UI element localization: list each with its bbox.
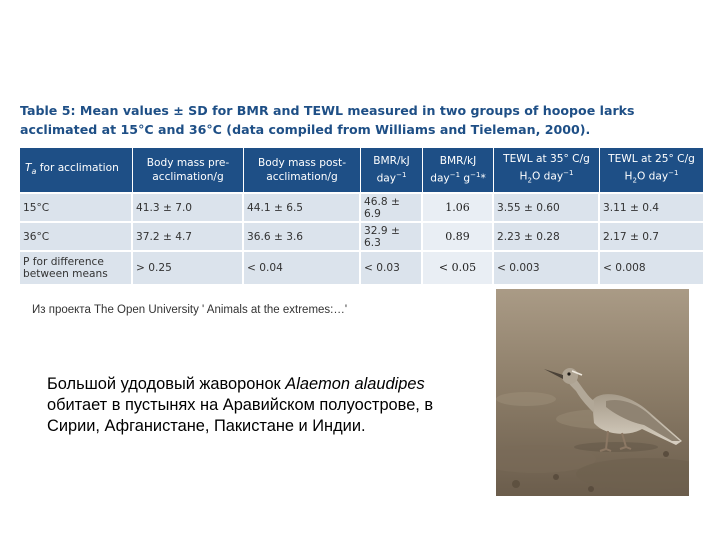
cell-mass-post: < 0.04	[244, 250, 361, 284]
species-description: Большой удодовый жаворонок Alaemon alaudipes обитает в пустынях на Аравийском полуострове, в Сирии, Афганистане, Пакистане и Индии.	[47, 375, 434, 435]
table-row-15c	[20, 192, 703, 221]
species-name: Alaemon alaudipes	[285, 375, 425, 393]
source-note: Из проекта The Open University ' Animals at the extremes:…'	[32, 304, 348, 316]
cell-bmr: 32.9 ± 6.3	[361, 221, 423, 250]
table-header-row	[20, 148, 703, 192]
table-row-36c	[20, 221, 703, 250]
cell-bmr: 46.8 ± 6.9	[361, 192, 423, 221]
cell-mass-pre: > 0.25	[133, 250, 244, 284]
header-tewl-25: TEWL at 25° C/g $H_2O$ day$^{-1}$	[600, 148, 703, 192]
cell-mass-post: 36.6 ± 3.6	[244, 221, 361, 250]
cell-bmr: < 0.03	[361, 250, 423, 284]
cell-mass-pre: 41.3 ± 7.0	[133, 192, 244, 221]
table-row-p-value	[20, 250, 703, 284]
cell-bmr-per-gram: 1.06	[423, 192, 494, 221]
cell-ta: 15°C	[20, 192, 133, 221]
header-bmr-per-gram: BMR/kJ day$^{-1}$ $g^{-1}*$	[423, 148, 494, 192]
header-tewl-35: TEWL at 35° C/g $H_2O$ day$^{-1}$	[494, 148, 600, 192]
header-body-mass-post: Body mass post- acclimation/g	[244, 148, 361, 192]
header-bmr: BMR/kJ day$^{-1}$	[361, 148, 423, 192]
cell-tewl-35: < 0.003	[494, 250, 600, 284]
header-body-mass-pre: Body mass pre- acclimation/g	[133, 148, 244, 192]
cell-ta: 36°C	[20, 221, 133, 250]
cell-tewl-35: 3.55 ± 0.60	[494, 192, 600, 221]
hoopoe-lark-photo	[496, 289, 689, 496]
cell-mass-post: 44.1 ± 6.5	[244, 192, 361, 221]
cell-mass-pre: 37.2 ± 4.7	[133, 221, 244, 250]
cell-bmr-per-gram: 0.89	[423, 221, 494, 250]
cell-tewl-25: 3.11 ± 0.4	[600, 192, 703, 221]
data-table	[20, 148, 703, 284]
cell-tewl-25: < 0.008	[600, 250, 703, 284]
cell-tewl-25: 2.17 ± 0.7	[600, 221, 703, 250]
header-ta-acclimation: $T_a$ for acclimation	[20, 148, 133, 192]
cell-bmr-per-gram: < 0.05	[423, 250, 494, 284]
cell-ta: P for difference between means	[20, 250, 133, 284]
cell-tewl-35: 2.23 ± 0.28	[494, 221, 600, 250]
table-caption: Table 5: Mean values ± SD for BMR and TEWL measured in two groups of hoopoe larks acclimated at 15°C and 36°C (data compiled from Williams and Tieleman, 2000).	[20, 103, 635, 137]
